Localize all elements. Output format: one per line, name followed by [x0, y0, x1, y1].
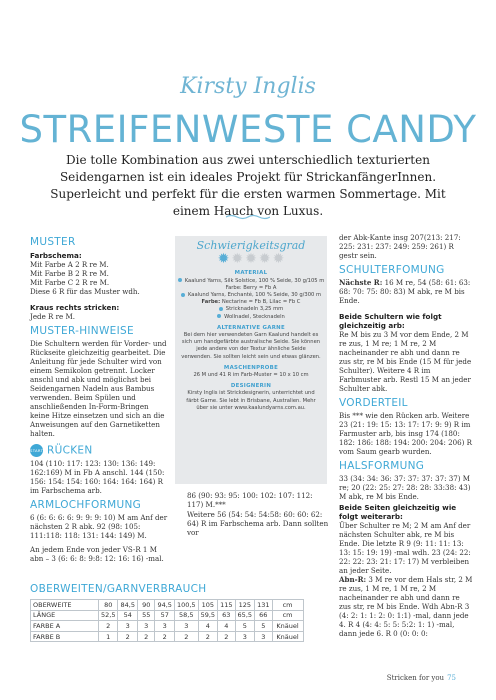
- row-label: OBERWEITE: [31, 600, 99, 611]
- table-cell: 2: [198, 631, 217, 642]
- table-cell: 2: [155, 631, 174, 642]
- table-cell: 3: [235, 631, 254, 642]
- hals-text: 33 (34: 34: 36: 37: 37: 37: 37: 37) M re; 20 (22: 25: 27: 28: 28: 33:38: 43) M abk, re M bis Ende.: [339, 474, 471, 501]
- table-cell: 2: [218, 631, 236, 642]
- material-line: Kaalund Yarns, Enchanté, 100 % Seide, 30 g/300 m: [187, 292, 321, 299]
- material-line: Farbe: Berry = Fb A: [225, 284, 277, 291]
- magazine-name: Stricken for you: [386, 674, 445, 682]
- table-cell: 2: [174, 631, 198, 642]
- muster-heading: MUSTER: [30, 236, 76, 248]
- bullet-icon: [219, 307, 223, 311]
- table-cell: 94,5: [155, 600, 174, 611]
- material-line: Kaalund Yarns, Silk Solstice, 100 % Seide, 30 g/105 m: [184, 277, 325, 284]
- table-cell: 3: [255, 631, 273, 642]
- table-cell: 2: [99, 621, 118, 632]
- table-cell: 3: [174, 621, 198, 632]
- difficulty-heading: Schwierigkeitsgrad: [196, 239, 306, 252]
- unit-cell: Knäuel: [272, 621, 303, 632]
- table-cell: 4: [198, 621, 217, 632]
- material-line: Nectarine = Fb B, Lilac = Fb C: [221, 299, 301, 306]
- row-label: FARBE A: [31, 621, 99, 632]
- table-cell: 2: [118, 631, 137, 642]
- table-cell: 2: [137, 631, 155, 642]
- beide-text: Re M bis zu 3 M vor dem Ende, 2 M re zus, 1 M re; 1 M re, 2 M nacheinander re abh und dann re zus str, re M bis Ende (15 M für jede Schulter). Weitere 4 R im Farbmuster arb. Restl 15 M an jeder Schulter abk.: [339, 330, 472, 393]
- table-cell: 80: [99, 600, 118, 611]
- unit-cell: cm: [272, 610, 303, 621]
- table-cell: 90: [137, 600, 155, 611]
- table-cell: 3: [118, 621, 137, 632]
- table-cell: 1: [99, 631, 118, 642]
- bullet-icon: [178, 278, 182, 282]
- star-icon: ✹: [231, 251, 244, 268]
- schulter-heading: SCHULTERFOMUNG: [339, 264, 445, 276]
- kraus-heading: Kraus rechts stricken:: [30, 303, 120, 312]
- design-text: Kirsty Inglis ist Strickdesignerin, unterrichtet und färbt Garne. Sie lebt in Brisbane, Australien. Mehr über sie unter www.kaalundyarns.com.au.: [186, 390, 316, 411]
- hals-text-2: Über Schulter re M; 2 M am Anf der nächsten Schulter abk, re M bis Ende. Die letzte R 9 (9: 11: 11: 13: 13: 15: 19: 19) -mal wdh. 23 (24: 22: 22: 22: 23: 21: 17: 17) M verbleiben an jeder Seite.: [339, 521, 471, 575]
- table-cell: 57: [155, 610, 174, 621]
- table-cell: 63: [218, 610, 236, 621]
- hinweise-text: Die Schultern werden für Vorder- und Rückseite gleichzeitig gearbeitet. Die Anleitung für jede Schulter wird von einem Semikolon getrennt. Locker anschl und abk und möglichst bei Seidengarnen Nadeln aus Bambus verwenden. Beim Spülen und anschließenden In-Form-Bringen keine Hitze einsetzen und sich an die Anweisungen auf den Garnetiketten halten.: [30, 339, 167, 438]
- abn-label: Abn-R:: [339, 575, 367, 584]
- table-cell: 84,5: [118, 600, 137, 611]
- alt-heading: ALTERNATIVE GARNE: [217, 324, 285, 331]
- farbschema-line: Mit Farbe C 2 R re M.: [30, 278, 110, 287]
- page-number: 75: [447, 674, 456, 682]
- designer-name: Kirsty Inglis: [180, 74, 316, 99]
- start-badge: START: [30, 444, 43, 457]
- bullet-icon: [181, 293, 185, 297]
- table-row: [31, 631, 304, 642]
- star-icon: ✹: [245, 251, 257, 268]
- table-cell: 55: [137, 610, 155, 621]
- page-title: STREIFENWESTE CANDY: [19, 108, 477, 151]
- ruecken-heading-row: [30, 444, 170, 458]
- schulter-label: Nächste R:: [339, 278, 383, 287]
- ruecken-text: 104 (110: 117: 123: 130: 136: 149: 162:169) M in Fb A anschl. 144 (150: 156: 154: 154: 160: 164: 164: 164) R im Farbschema arb.: [30, 458, 165, 495]
- farbschema-line: Diese 6 R für das Muster wdh.: [30, 287, 140, 296]
- unit-cell: cm: [272, 600, 303, 611]
- intro-text: Die tolle Kombination aus zwei unterschiedlich texturierten Seidengarnen ist ein ideales Projekt für StrickanfängerInnen. Superleicht und perfekt für die ersten warmen Sommertage. Mit einem Hauch von Luxus.: [50, 153, 446, 218]
- table-row: [31, 610, 304, 621]
- table-cell: 3: [155, 621, 174, 632]
- table-cell: 58,5: [174, 610, 198, 621]
- table-cell: 125: [235, 600, 254, 611]
- unit-cell: Knäuel: [272, 631, 303, 642]
- vorder-text: Bis *** wie den Rücken arb. Weitere 23 (21: 19: 15: 13: 17: 17: 9: 9) R im Farmuster arb, bis insg 174 (180: 182: 186: 188: 194: 200: 204: 206) R vom Saum gearb wurden.: [339, 411, 473, 456]
- table-cell: 105: [198, 600, 217, 611]
- table-cell: 5: [255, 621, 273, 632]
- kraus-text: Jede R re M.: [30, 312, 75, 321]
- vorder-heading: VORDERTEIL: [339, 397, 408, 409]
- row-label: LÄNGE: [31, 610, 99, 621]
- hinweise-heading: MUSTER-HINWEISE: [30, 325, 134, 337]
- table-cell: 66: [255, 610, 273, 621]
- table-row: [31, 621, 304, 632]
- table-cell: 59,5: [198, 610, 217, 621]
- wave-ornament: [226, 214, 270, 220]
- column-left: [30, 232, 170, 563]
- farbschema-line: Mit Farbe A 2 R re M.: [30, 260, 109, 269]
- material-line: Stricknadeln 3,25 mm: [225, 306, 284, 313]
- table-cell: 65,5: [235, 610, 254, 621]
- col2-text-1: 86 (90: 93: 95: 100: 102: 107: 112: 117) M.***: [187, 491, 313, 510]
- material-heading: MATERIAL: [234, 270, 268, 277]
- difficulty-stars: [175, 252, 327, 266]
- hals-subheading: Beide Seiten gleichzeitig wie folgt weiterarb:: [339, 503, 457, 521]
- table-cell: 115: [218, 600, 236, 611]
- farbschema-line: Mit Farbe B 2 R re M.: [30, 269, 109, 278]
- arm-text: 6 (6: 6: 6: 6: 9: 9: 9: 10) M am Anf der nächsten 2 R abk. 92 (98: 105: 111:118: 118: 131: 144: 149) M.: [30, 512, 168, 540]
- star-icon: ✹: [272, 251, 285, 268]
- table-cell: 3: [137, 621, 155, 632]
- star-icon: ✹: [258, 251, 271, 268]
- size-table-heading: OBERWEITEN/GARNVERBRAUCH: [30, 583, 207, 595]
- ruecken-heading: RÜCKEN: [47, 444, 93, 457]
- probe-text: 26 M und 41 R im Farb-Muster = 10 x 10 cm: [193, 372, 309, 379]
- bullet-icon: [217, 314, 221, 318]
- table-cell: 131: [255, 600, 273, 611]
- table-cell: 5: [235, 621, 254, 632]
- col2-text-2: Weitere 56 (54: 54: 54:58: 60: 60: 62: 64) R im Farbschema arb. Dann sollten vor: [187, 509, 329, 538]
- alt-text: Bei dem hier verwendeten Garn Kaalund handelt es sich um handgefärbte australische Seide. Sie können jede andere von der Textur ähnliche Seide verwenden. Sie sollten leicht sein und etwas glänzen.: [181, 332, 321, 360]
- design-heading: DESIGNERIN: [230, 383, 272, 390]
- col3-text-0: der Abk-Kante insg 207(213: 217: 225: 231: 237: 249: 259: 261) R gestr sein.: [339, 233, 461, 260]
- table-cell: 52,5: [99, 610, 118, 621]
- table-cell: 54: [118, 610, 137, 621]
- arm-heading: ARMLOCHFORMUNG: [30, 498, 142, 511]
- row-label: FARBE B: [31, 631, 99, 642]
- material-line: Wollnadel, Stecknadeln: [224, 313, 285, 320]
- table-row: [31, 600, 304, 611]
- hals-heading: HALSFORMUNG: [339, 460, 425, 472]
- arm-text-2: An jedem Ende von jeder VS-R 1 M abn – 3 (6: 6: 8: 9:8: 12: 16: 16) -mal.: [30, 544, 164, 563]
- farbschema-heading: Farbschema:: [30, 251, 82, 260]
- material-label: Farbe:: [201, 299, 221, 306]
- beide-heading: Beide Schultern wie folgt gleichzeitig arb:: [339, 312, 442, 330]
- info-box: [175, 236, 327, 484]
- column-middle-bottom: [187, 491, 329, 537]
- table-cell: 4: [218, 621, 236, 632]
- schulter-text: 16 M re, 54 (58: 61: 63: 68: 70: 75: 80: 83) M abk, re M bis Ende.: [339, 278, 471, 305]
- size-table: [30, 599, 304, 642]
- abn-text: 3 M re vor dem Hals str, 2 M re zus, 1 M re, 1 M re, 2 M nacheinander re abh und dann re zus str, re M bis Ende. Wdh Abn-R 3 (4: 2: 1: 1: 2: 0: 1:1) -mal, dann jede 4. R 4 (4: 4: 5: 5: 5:2: 1: 1) -mal, dann jede 6. R 0 (0: 0: 0:: [339, 575, 473, 638]
- probe-heading: MASCHENPROBE: [223, 364, 279, 371]
- star-icon: ✹: [217, 251, 230, 268]
- page-footer: [387, 674, 456, 682]
- column-right: [339, 233, 473, 638]
- table-cell: 100,5: [174, 600, 198, 611]
